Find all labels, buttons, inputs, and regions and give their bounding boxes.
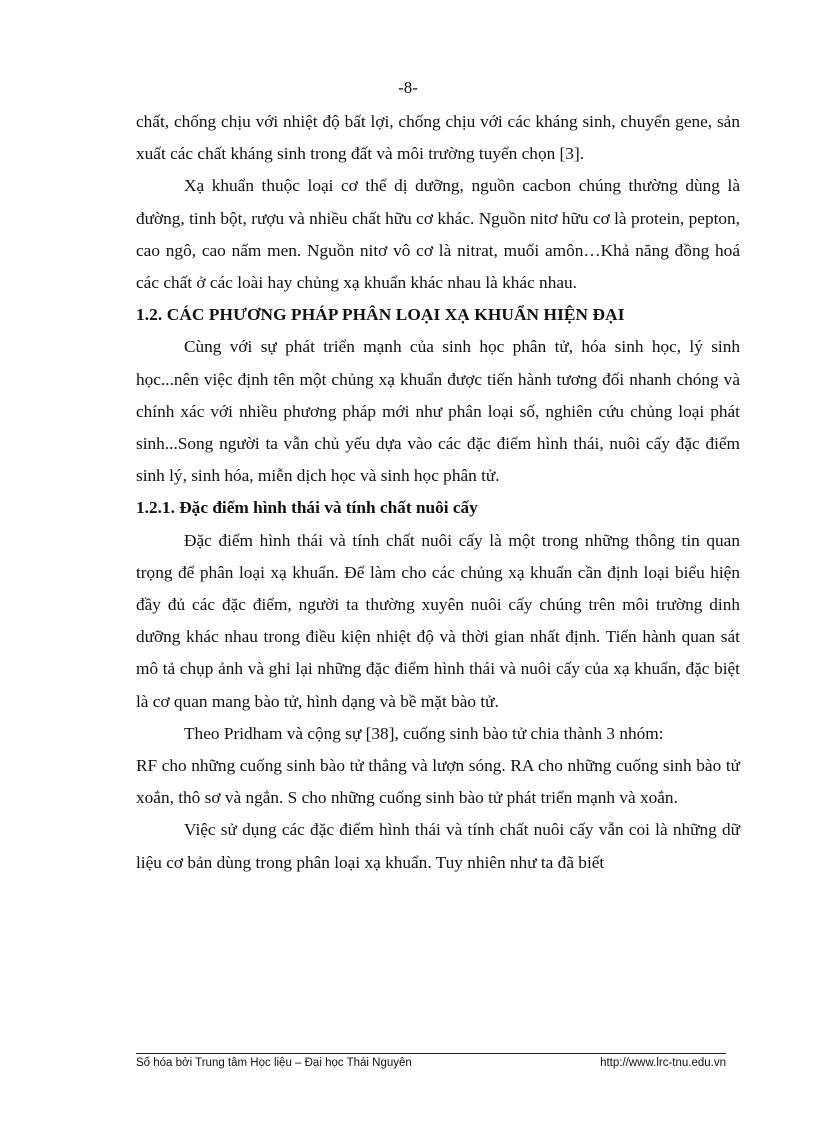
paragraph-classification-methods: Cùng với sự phát triển mạnh của sinh học phân tử, hóa sinh học, lý sinh học...nên việc định tên một chủng xạ khuẩn được tiến hành tương đối nhanh chóng và chính xác với nhiều phương pháp mới như phân loại số, nghiên cứu chủng loại phát sinh...Song người ta vẫn chủ yếu dựa vào các đặc điểm hình thái, nuôi cấy đặc điểm sinh lý, sinh hóa, miễn dịch học và sinh học phân tử. [136, 337, 740, 486]
paragraph-morphology-usage: Việc sử dụng các đặc điểm hình thái và tính chất nuôi cấy vẫn coi là những dữ liệu cơ bản dùng trong phân loại xạ khuẩn. Tuy nhiên như ta đã biết [136, 820, 740, 872]
paragraph-nutrition: Xạ khuẩn thuộc loại cơ thể dị dưỡng, nguồn cacbon chúng thường dùng là đường, tinh bột, rượu và nhiều chất hữu cơ khác. Nguồn nitơ hữu cơ là protein, pepton, cao ngô, cao nấm men. Nguồn nitơ vô cơ là nitrat, muối amôn…Khả năng đồng hoá các chất ở các loài hay chủng xạ khuẩn khác nhau là khác nhau. [136, 176, 740, 293]
section-heading-1-2: 1.2. CÁC PHƯƠNG PHÁP PHÂN LOẠI XẠ KHUẨN HIỆN ĐẠI [136, 305, 625, 325]
page-footer [136, 1057, 726, 1069]
footer-source-text: Số hóa bởi Trung tâm Học liệu – Đại học Thái Nguyên [136, 1057, 412, 1069]
paragraph-morphology: Đặc điểm hình thái và tính chất nuôi cấy là một trong những thông tin quan trọng để phân loại xạ khuẩn. Để làm cho các chủng xạ khuẩn cần định loại biểu hiện đầy đủ các đặc điểm, người ta thường xuyên nuôi cấy chúng trên môi trường dinh dưỡng khác nhau trong điều kiện nhiệt độ và thời gian nhất định. Tiến hành quan sát mô tả chụp ảnh và ghi lại những đặc điểm hình thái và nuôi cấy của xạ khuẩn, đặc biệt là cơ quan mang bào tử, hình dạng và bề mặt bào tử. [136, 530, 740, 711]
footer-url-link[interactable]: http://www.lrc-tnu.edu.vn [600, 1057, 726, 1069]
subsection-heading-1-2-1: 1.2.1. Đặc điểm hình thái và tính chất nuôi cấy [136, 498, 478, 518]
paragraph-pridham-intro: Theo Pridham và cộng sự [38], cuống sinh bào tử chia thành 3 nhóm: [184, 723, 664, 743]
paragraph-continuation: chất, chống chịu với nhiệt độ bất lợi, chống chịu với các kháng sinh, chuyển gene, sản xuất các chất kháng sinh trong đất và môi trường tuyển chọn [3]. [136, 112, 740, 164]
paragraph-pridham-groups: RF cho những cuống sinh bào tử thẳng và lượn sóng. RA cho những cuống sinh bào tử xoắn, thô sơ và ngắn. S cho những cuống sinh bào tử phát triển mạnh và xoắn. [136, 756, 740, 808]
page-body [136, 106, 740, 879]
footer-divider [136, 1053, 726, 1054]
page-number: -8- [398, 78, 418, 97]
